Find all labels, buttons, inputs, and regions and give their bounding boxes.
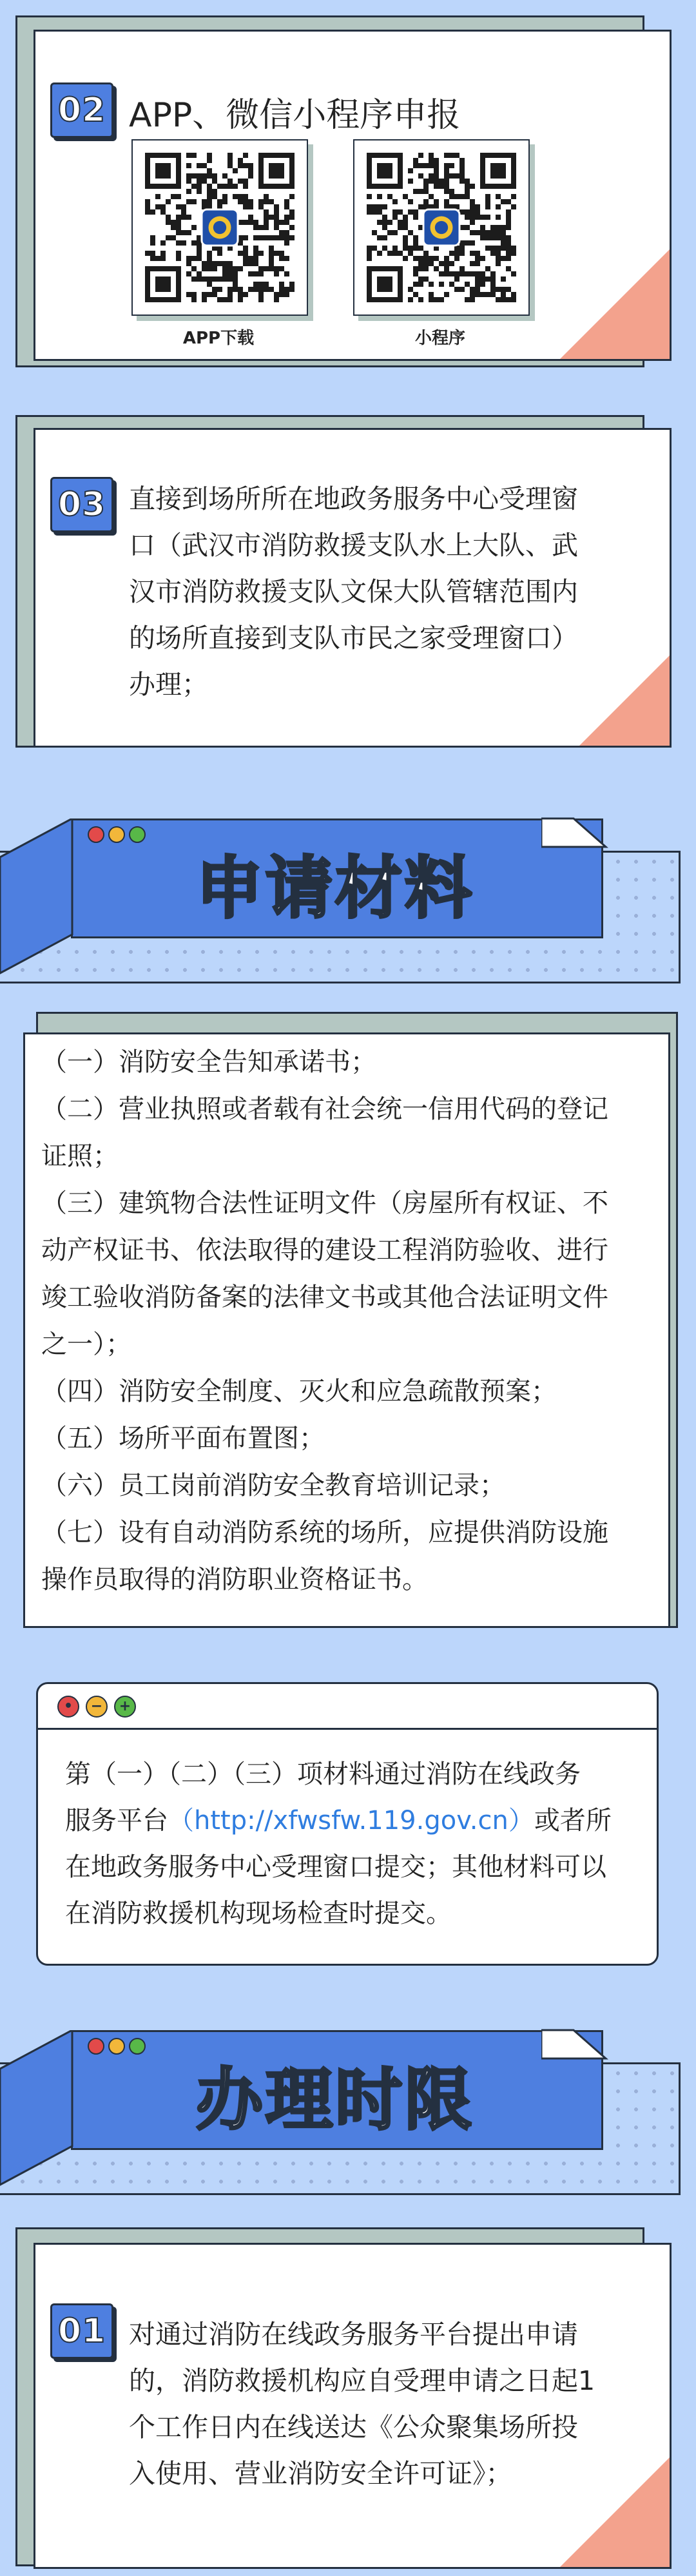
time-limit-card-01 (0, 2217, 696, 2576)
miniprogram-qr-code[interactable] (353, 139, 530, 316)
card-body (34, 30, 672, 361)
counter-paragraph (129, 476, 644, 708)
para-line: 办理； (129, 669, 208, 700)
qr-label-miniprogram: 小程序 (414, 329, 465, 348)
material-line: 竣工验收消防备案的法律文书或其他合法证明文件 (41, 1283, 608, 1312)
time-limit-banner (0, 2024, 696, 2198)
step-badge: 03 (50, 477, 113, 532)
material-line: 操作员取得的消防职业资格证书。 (41, 1565, 428, 1594)
material-line: （四）消防安全制度、灭火和应急疏散预案； (41, 1377, 557, 1406)
note-line: 在地政务服务中心受理窗口提交；其他材料可以 (65, 1852, 606, 1882)
note-line: 第（一）（二）（三）项材料通过消防在线政务 (65, 1759, 581, 1789)
para-line: 汉市消防救援支队文保大队管辖范围内 (129, 576, 578, 607)
card-corner (560, 249, 670, 359)
material-line: （七）设有自动消防系统的场所，应提供消防设施 (41, 1518, 608, 1547)
material-line: 之一）； (41, 1330, 131, 1359)
submission-note (65, 1751, 645, 1937)
materials-list (41, 1039, 660, 1603)
step-badge: 01 (50, 2303, 113, 2359)
material-line: 证照； (41, 1141, 119, 1171)
note-text: 服务平台 (65, 1806, 168, 1835)
material-line: （二）营业执照或者载有社会统一信用代码的登记 (41, 1094, 608, 1124)
note-line: 在消防救援机构现场检查时提交。 (65, 1899, 452, 1928)
note-text: 或者所 (534, 1806, 612, 1835)
material-line: （六）员工岗前消防安全教育培训记录； (41, 1471, 505, 1500)
material-line: （一）消防安全告知承诺书； (41, 1047, 376, 1077)
para-line: 口（武汉市消防救援支队水上大队、武 (129, 530, 578, 561)
para-line: 个工作日内在线送达《公众聚集场所投 (129, 2412, 578, 2443)
submission-note-window (36, 1682, 659, 1966)
para-line: 入使用、营业消防安全许可证》； (129, 2458, 512, 2489)
minimize-icon: − (86, 1696, 108, 1718)
para-line: 直接到场所所在地政务服务中心受理窗 (129, 483, 578, 514)
material-line: （五）场所平面布置图； (41, 1424, 325, 1453)
qr-label-app: APP下载 (182, 329, 255, 348)
para-line: 对通过消防在线政务服务平台提出申请 (129, 2319, 578, 2350)
banner-left-fold (0, 2030, 77, 2191)
materials-card (0, 1012, 696, 1643)
platform-link[interactable]: （http://xfwsfw.119.gov.cn） (168, 1806, 534, 1835)
apply-card-02 (0, 0, 696, 374)
banner-left-fold (0, 818, 77, 980)
apply-method-title: APP、微信小程序申报 (129, 96, 461, 135)
app-qr-code[interactable] (131, 139, 308, 316)
note-line (65, 1797, 645, 1844)
maximize-icon: + (114, 1696, 136, 1718)
apply-card-03 (0, 400, 696, 760)
para-line: 的场所直接到支队市民之家受理窗口） (129, 623, 578, 654)
para-line: 的，消防救援机构应自受理申请之日起1 (129, 2365, 595, 2396)
material-line: 动产权证书、依法取得的建设工程消防验收、进行 (41, 1235, 608, 1265)
material-line: （三）建筑物合法性证明文件（房屋所有权证、不 (41, 1188, 608, 1218)
close-icon: • (57, 1696, 79, 1718)
step-badge: 02 (50, 82, 113, 138)
section-title: 申请材料 (195, 849, 474, 927)
time-limit-paragraph (129, 2311, 644, 2497)
section-title: 办理时限 (195, 2060, 474, 2139)
materials-banner (0, 812, 696, 986)
